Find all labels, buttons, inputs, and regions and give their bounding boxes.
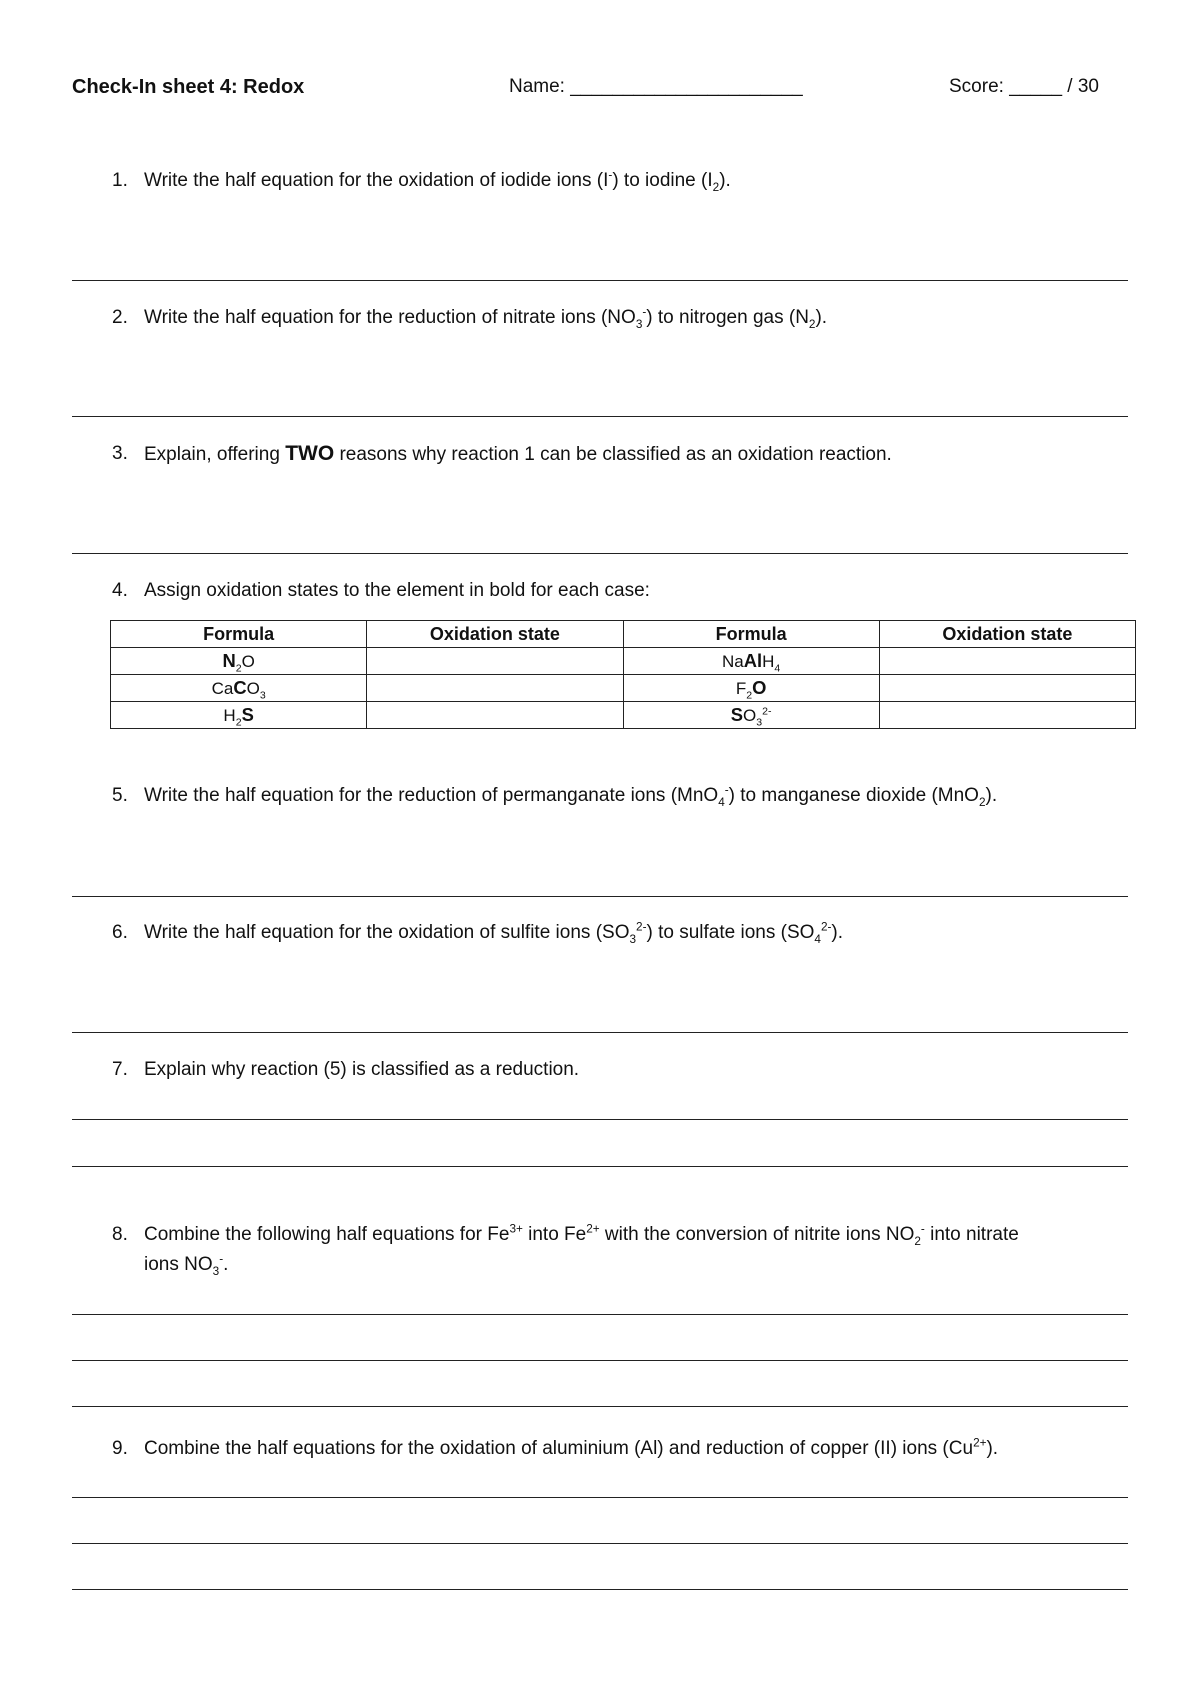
question-text: Write the half equation for the reduction of permanganate ions (MnO$_4$-) to manganese dioxide (MnO$_2$). xyxy=(144,783,998,809)
formula-cell: $H_2S$ xyxy=(111,702,367,729)
answer-line[interactable] xyxy=(72,896,1128,897)
question-number: 1. xyxy=(112,170,128,191)
question-text: Write the half equation for the oxidation of sulfite ions $(SO_3^{2-})$ to sulfate ions $(SO_4^{2-})$. xyxy=(144,920,844,946)
question-text: Assign oxidation states to the element in bold for each case: xyxy=(144,580,650,601)
answer-line[interactable] xyxy=(72,1360,1128,1361)
question-5 xyxy=(72,781,1132,811)
answer-line[interactable] xyxy=(72,1119,1128,1120)
table-row xyxy=(111,648,1136,675)
page-title: Check-In sheet 4: Redox xyxy=(72,76,305,98)
score-field[interactable]: Score: _____ / 30 xyxy=(949,76,1099,97)
answer-line[interactable] xyxy=(72,1406,1128,1407)
answer-line[interactable] xyxy=(72,1166,1128,1167)
question-3 xyxy=(72,439,1132,469)
question-text: Write the half equation for the reduction of nitrate ions $(NO_3^-)$ to nitrogen gas $(N_2)$. xyxy=(144,305,828,331)
formula-cell: NaAlH$_4$ xyxy=(623,648,879,675)
oxidation-state-input[interactable] xyxy=(367,648,623,675)
question-text: Combine the following half equations for $Fe^{3+}$ into $Fe^{2+}$ with the conversion of nitrite ions $NO_2^-$ into nitrate ions $NO_3^-$. xyxy=(144,1222,1019,1278)
question-number: 9. xyxy=(112,1438,128,1459)
question-number: 4. xyxy=(112,580,128,601)
column-header: Oxidation state xyxy=(879,621,1135,648)
answer-line[interactable] xyxy=(72,1543,1128,1544)
answer-line[interactable] xyxy=(72,1497,1128,1498)
table-header-row xyxy=(111,621,1136,648)
question-number: 3. xyxy=(112,443,128,464)
formula-cell: $N_2O$ xyxy=(111,648,367,675)
table-row xyxy=(111,702,1136,729)
column-header: Formula xyxy=(111,621,367,648)
question-1 xyxy=(72,166,1132,196)
oxidation-state-input[interactable] xyxy=(879,648,1135,675)
question-number: 8. xyxy=(112,1224,128,1245)
question-2 xyxy=(72,303,1132,333)
question-text: Write the half equation for the oxidation of iodide ions (I-) to iodine $(I_2)$. xyxy=(144,168,731,194)
answer-line[interactable] xyxy=(72,280,1128,281)
question-9 xyxy=(72,1434,1132,1464)
table-row xyxy=(111,675,1136,702)
question-text: Combine the half equations for the oxidation of aluminium (Al) and reduction of copper (II) ions $(Cu^{2+})$. xyxy=(144,1436,999,1459)
question-number: 7. xyxy=(112,1059,128,1080)
oxidation-state-input[interactable] xyxy=(367,675,623,702)
formula-cell: $F_2O$ xyxy=(623,675,879,702)
formula-cell: CaCO$_3$ xyxy=(111,675,367,702)
oxidation-state-input[interactable] xyxy=(879,675,1135,702)
answer-line[interactable] xyxy=(72,416,1128,417)
answer-line[interactable] xyxy=(72,1589,1128,1590)
name-field[interactable]: Name: ______________________ xyxy=(509,76,803,97)
oxidation-state-input[interactable] xyxy=(367,702,623,729)
column-header: Formula xyxy=(623,621,879,648)
question-text: Explain why reaction (5) is classified as a reduction. xyxy=(144,1059,580,1080)
question-7 xyxy=(72,1055,1132,1085)
question-8 xyxy=(72,1220,1132,1282)
column-header: Oxidation state xyxy=(367,621,623,648)
answer-line[interactable] xyxy=(72,1032,1128,1033)
oxidation-state-input[interactable] xyxy=(879,702,1135,729)
question-6 xyxy=(72,918,1132,948)
question-number: 6. xyxy=(112,922,128,943)
question-4 xyxy=(72,576,1132,606)
worksheet-header xyxy=(72,76,1132,104)
formula-cell: $SO_3^{2-}$ xyxy=(623,702,879,729)
question-number: 2. xyxy=(112,307,128,328)
answer-line[interactable] xyxy=(72,1314,1128,1315)
question-text: Explain, offering TWO reasons why reaction 1 can be classified as an oxidation reaction. xyxy=(144,442,892,465)
oxidation-state-table xyxy=(110,620,1136,729)
question-number: 5. xyxy=(112,785,128,806)
answer-line[interactable] xyxy=(72,553,1128,554)
